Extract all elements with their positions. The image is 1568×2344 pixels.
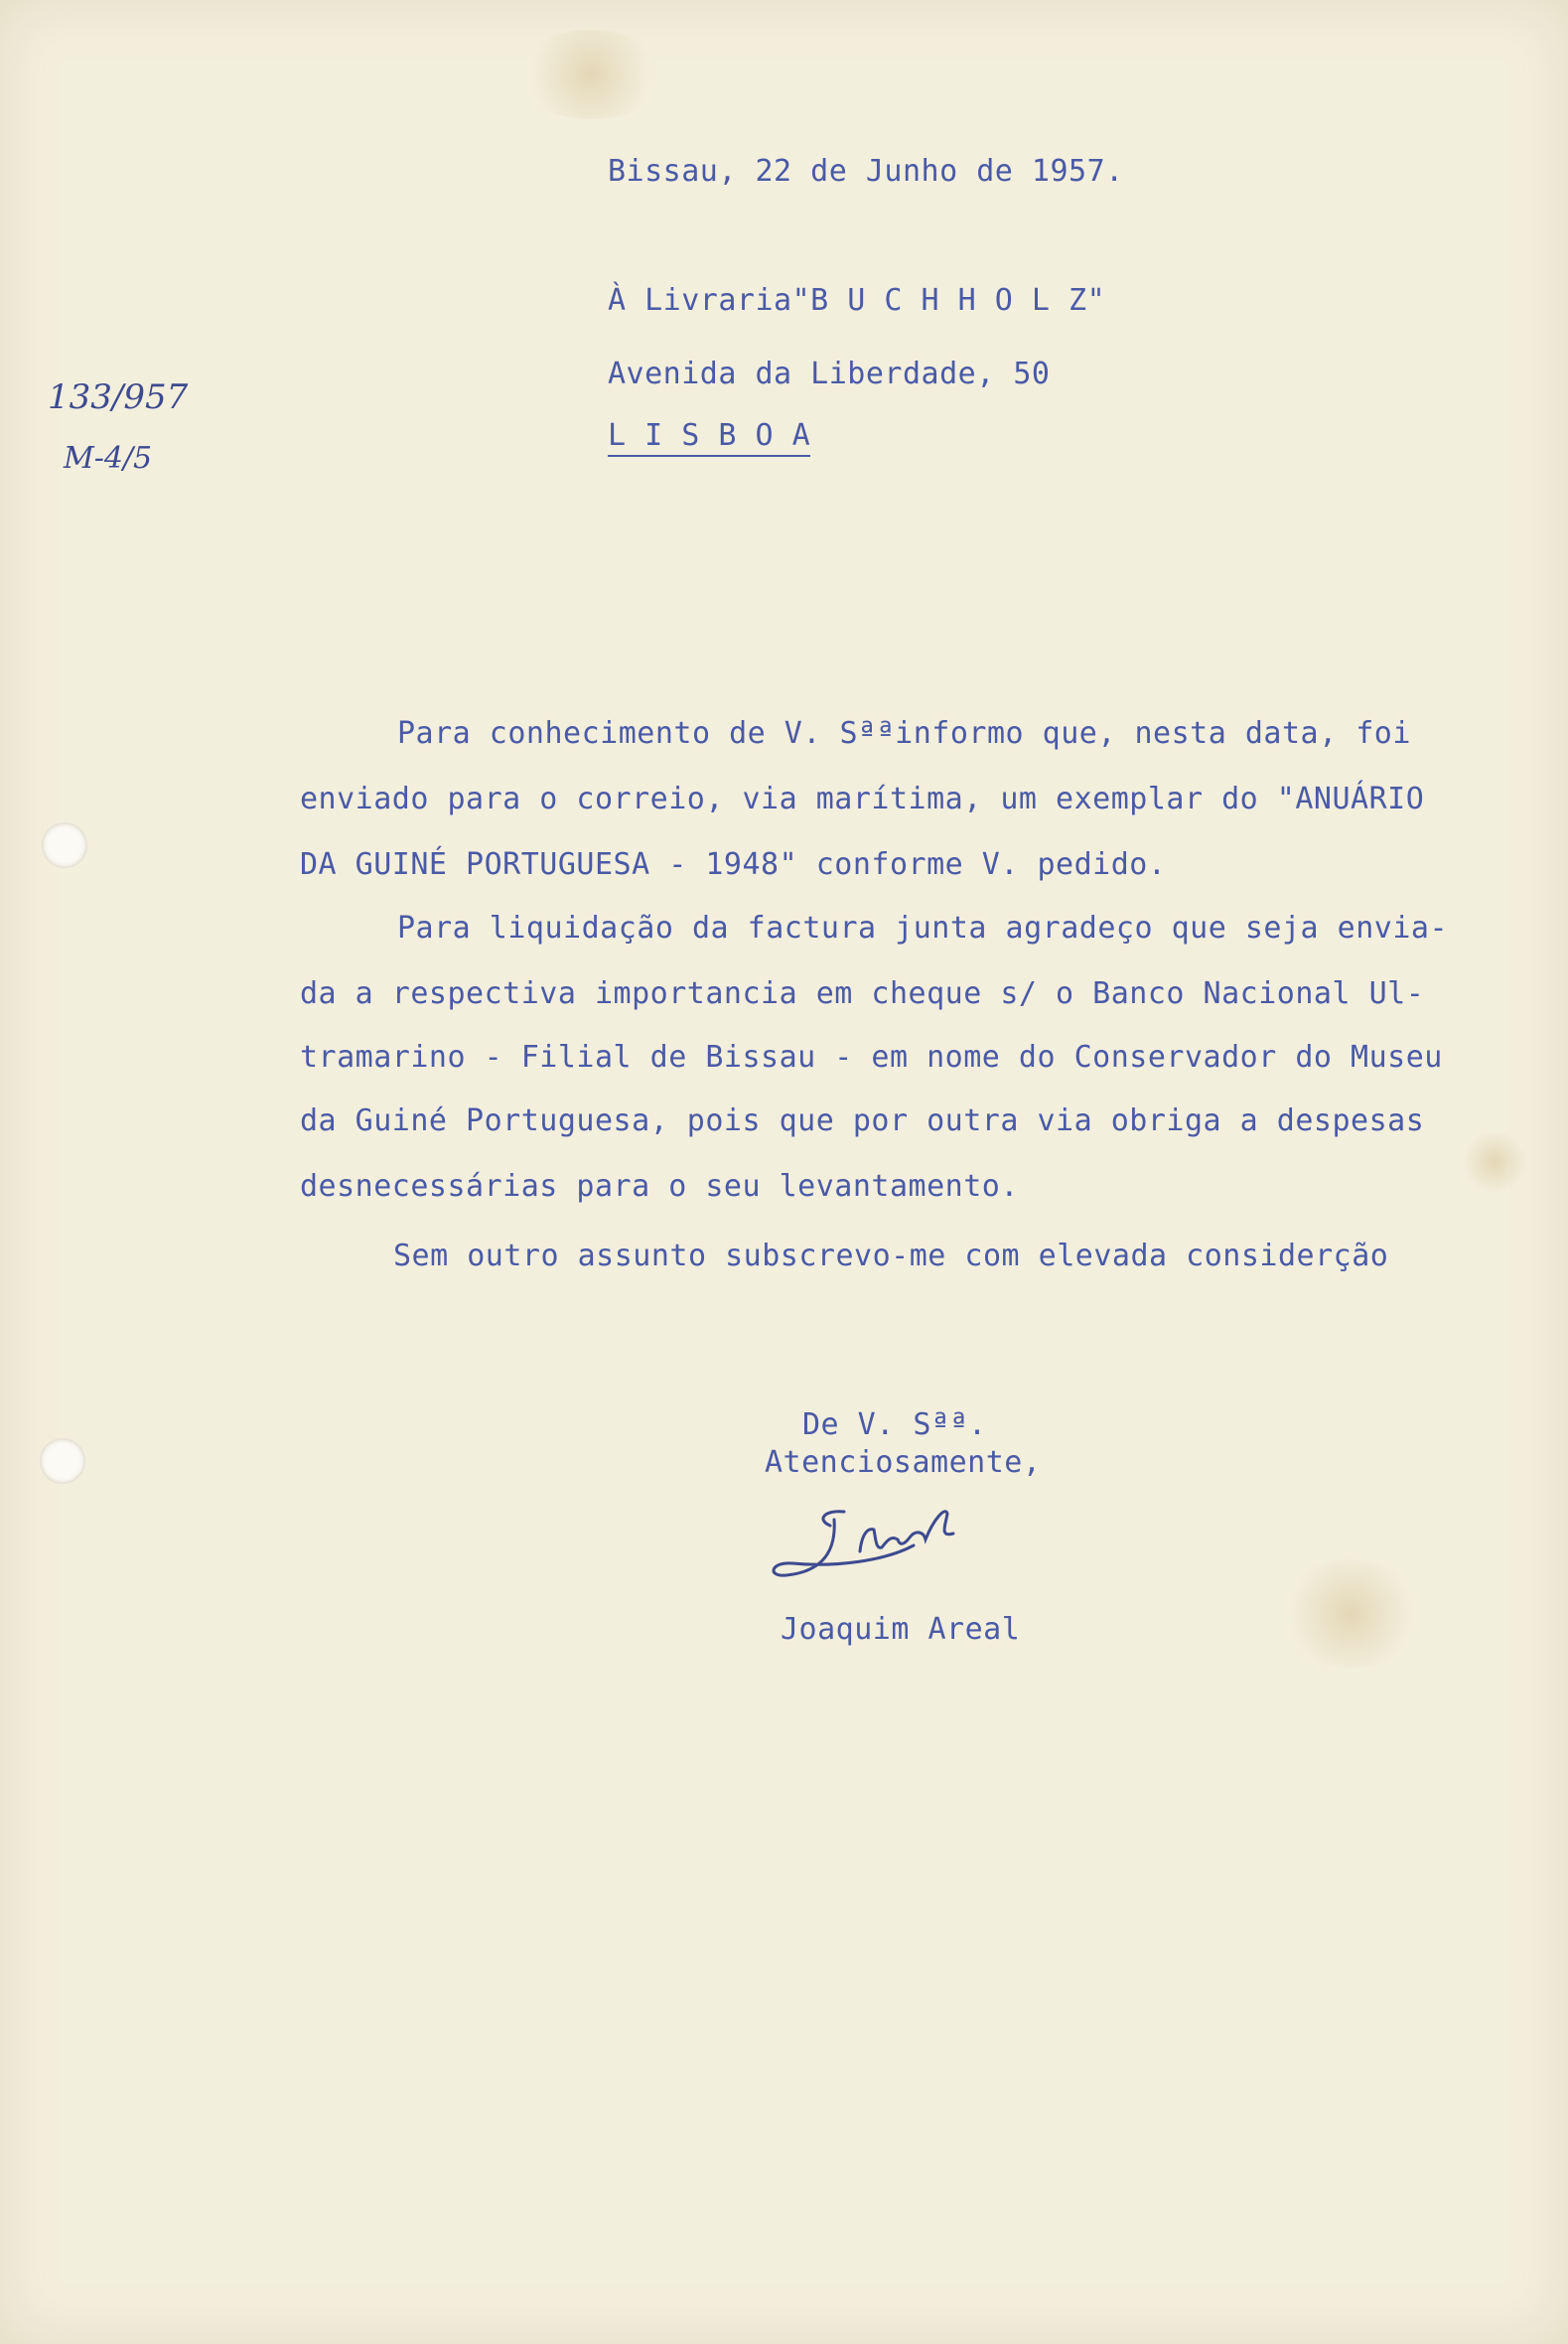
stain bbox=[1281, 1559, 1420, 1669]
closing-salutation: De V. Sªª. bbox=[802, 1407, 987, 1442]
punch-hole bbox=[42, 822, 87, 868]
stain bbox=[516, 30, 665, 119]
body-line: Para liquidação da factura junta agradeço que seja envia- bbox=[397, 911, 1449, 946]
punch-hole bbox=[40, 1438, 85, 1484]
signatory-name: Joaquim Areal bbox=[781, 1612, 1021, 1647]
body-line: DA GUINÉ PORTUGUESA - 1948" conforme V. pedido. bbox=[300, 847, 1167, 882]
body-line: enviado para o correio, via marítima, um exemplar do "ANUÁRIO bbox=[300, 782, 1425, 816]
date-line: Bissau, 22 de Junho de 1957. bbox=[608, 154, 1124, 189]
margin-reference: 133/957 bbox=[48, 377, 189, 417]
body-line: Para conhecimento de V. Sªªinformo que, nesta data, foi bbox=[397, 716, 1411, 751]
body-line: da a respectiva importancia em cheque s/ o Banco Nacional Ul- bbox=[300, 976, 1425, 1011]
signature bbox=[765, 1490, 1043, 1599]
body-line: da Guiné Portuguesa, pois que por outra via obriga a despesas bbox=[300, 1103, 1425, 1138]
margin-code: M-4/5 bbox=[64, 441, 153, 476]
body-line: Sem outro assunto subscrevo-me com elevada considerção bbox=[393, 1239, 1389, 1273]
closing-regards: Atenciosamente, bbox=[765, 1445, 1042, 1480]
recipient-city: L I S B O A bbox=[608, 421, 810, 457]
body-line: desnecessárias para o seu levantamento. bbox=[300, 1169, 1019, 1204]
recipient-address: Avenida da Liberdade, 50 bbox=[608, 357, 1051, 391]
body-line: tramarino - Filial de Bissau - em nome do Conservador do Museu bbox=[300, 1040, 1443, 1075]
recipient-name: À Livraria"B U C H H O L Z" bbox=[608, 283, 1106, 318]
stain bbox=[1460, 1132, 1529, 1192]
